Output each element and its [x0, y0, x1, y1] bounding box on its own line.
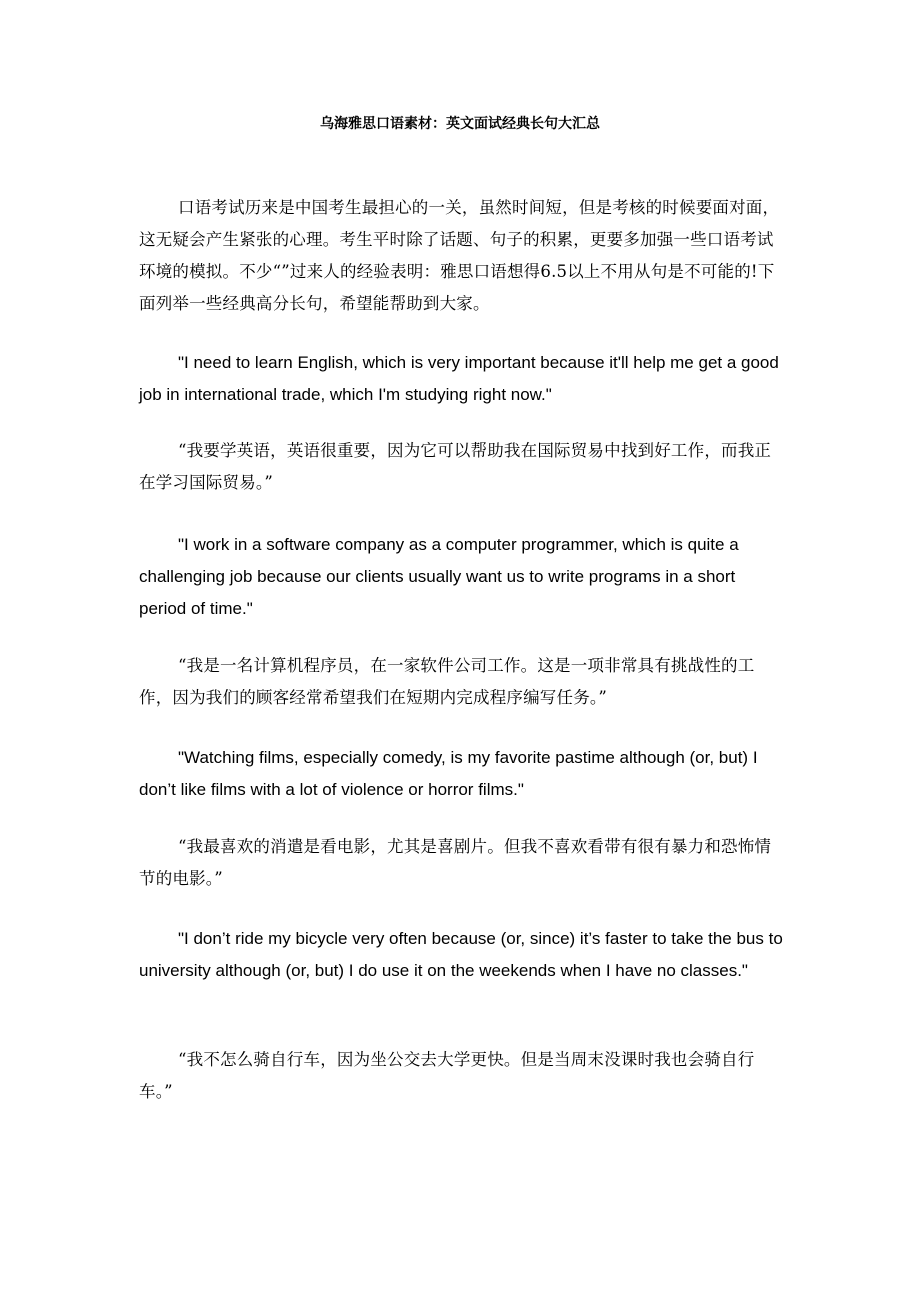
- english-sentence-2: "I work in a software company as a computer programmer, which is quite a challenging job because our clients usually want us to write programs in a short period of time.": [139, 535, 739, 618]
- chinese-translation-4: “我不怎么骑自行车，因为坐公交去大学更快。但是当周末没课时我也会骑自行车。”: [139, 1050, 755, 1101]
- chinese-translation-3: “我最喜欢的消遣是看电影，尤其是喜剧片。但我不喜欢看带有很有暴力和恐怖情节的电影。”: [139, 837, 772, 888]
- intro-paragraph: 口语考试历来是中国考生最担心的一关，虽然时间短，但是考核的时候要面对面，这无疑会产生紧张的心理。考生平时除了话题、句子的积累，更要多加强一些口语考试环境的模拟。不少“”过来人的经验表明：雅思口语想得6.5以上不用从句是不可能的!下面列举一些经典高分长句，希望能帮助到大家。: [139, 198, 780, 313]
- english-sentence-3: "Watching films, especially comedy, is my favorite pastime although (or, but) I don’t like films with a lot of violence or horror films.": [139, 748, 758, 799]
- chinese-translation-2: “我是一名计算机程序员，在一家软件公司工作。这是一项非常具有挑战性的工作，因为我们的顾客经常希望我们在短期内完成程序编写任务。”: [139, 656, 755, 707]
- english-sentence-4: "I don’t ride my bicycle very often because (or, since) it’s faster to take the bus to university although (or, but) I do use it on the weekends when I have no classes.": [139, 929, 783, 980]
- chinese-translation-1: “我要学英语，英语很重要，因为它可以帮助我在国际贸易中找到好工作，而我正在学习国际贸易。”: [139, 441, 772, 492]
- english-sentence-1: "I need to learn English, which is very important because it'll help me get a good job in international trade, which I'm studying right now.": [139, 353, 779, 404]
- page-title: 乌海雅思口语素材：英文面试经典长句大汇总: [320, 116, 600, 132]
